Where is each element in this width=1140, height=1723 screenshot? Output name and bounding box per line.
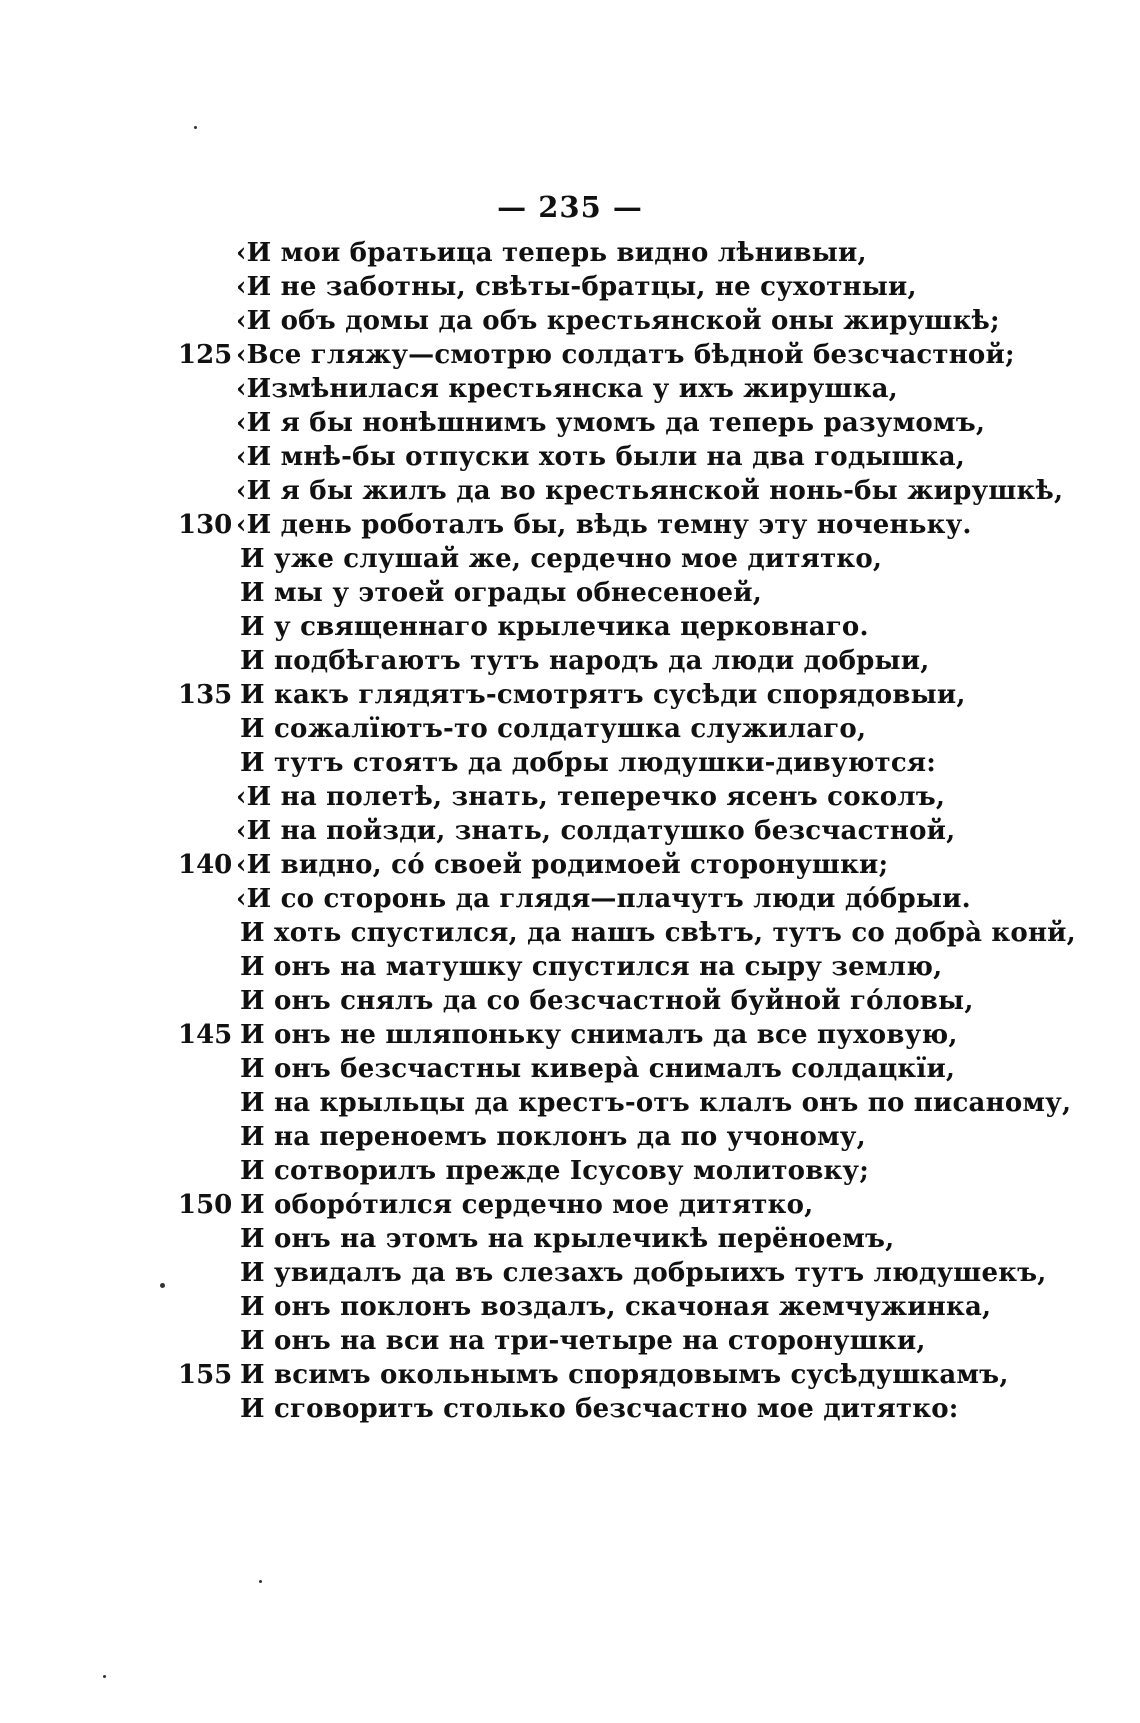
line-text: ‹И видно, со́ своей родимоей сторонушки;: [236, 850, 889, 880]
verse-line: [178, 780, 1078, 814]
paper-speck: [160, 1283, 165, 1288]
verse-line: [178, 916, 1078, 950]
line-number: 155: [178, 1360, 233, 1390]
line-text: ‹И я бы нонѣшнимъ умомъ да теперь разумомъ,: [236, 408, 986, 438]
verse-line: [178, 984, 1078, 1018]
line-text: ‹И мнѣ-бы отпуски хоть были на два годышка,: [236, 442, 966, 472]
line-text: ‹И со сторонь да глядя—плачутъ люди до́брыи.: [236, 884, 971, 914]
verse-line: [178, 440, 1078, 474]
verse-line: [178, 474, 1078, 508]
verse-line: [178, 1120, 1078, 1154]
verse-line: [178, 304, 1078, 338]
line-number: 140: [178, 850, 233, 880]
line-text: И подбѣгаютъ тутъ народъ да люди добрыи,: [240, 646, 930, 676]
verse-line: [178, 508, 1078, 542]
verse-line: [178, 406, 1078, 440]
line-number: 125: [178, 340, 233, 370]
line-text: ‹И я бы жилъ да во крестьянской нонь-бы жирушкѣ,: [236, 476, 1064, 506]
line-text: И оборо́тился сердечно мое дитятко,: [240, 1190, 814, 1220]
line-text: И у священнаго крылечика церковнаго.: [240, 612, 869, 642]
verse-line: [178, 1188, 1078, 1222]
line-text: И мы у этоей ограды обнесеноей,: [240, 578, 762, 608]
verse-line: [178, 814, 1078, 848]
line-number: 135: [178, 680, 233, 710]
paper-speck: [194, 126, 197, 129]
verse-line: [178, 1154, 1078, 1188]
line-text: И онъ на матушку спустился на сыру землю,: [240, 952, 943, 982]
line-text: И онъ на этомъ на крылечикѣ перёноемъ,: [240, 1224, 895, 1254]
verse-line: [178, 1018, 1078, 1052]
verse-line: [178, 644, 1078, 678]
line-text: ‹И на пойзди, знать, солдатушко безсчастной,: [236, 816, 956, 846]
verse-line: [178, 712, 1078, 746]
line-text: И на крыльцы да крестъ-отъ клалъ онъ по писаному,: [240, 1088, 1072, 1118]
line-text: И тутъ стоятъ да добры людушки-дивуются:: [240, 748, 937, 778]
verse-line: [178, 270, 1078, 304]
line-text: ‹И мои братьица теперь видно лѣнивыи,: [236, 238, 867, 268]
verse-line: [178, 746, 1078, 780]
line-text: И на переноемъ поклонъ да по учоному,: [240, 1122, 866, 1152]
line-text: И увидалъ да въ слезахъ добрыихъ тутъ людушекъ,: [240, 1258, 1047, 1288]
line-number: 145: [178, 1020, 233, 1050]
line-text: И онъ поклонъ воздалъ, скачоная жемчужинка,: [240, 1292, 992, 1322]
verse-line: [178, 1052, 1078, 1086]
verse-line: [178, 542, 1078, 576]
verse-line: [178, 848, 1078, 882]
line-text: ‹И на полетѣ, знать, теперечко ясенъ соколъ,: [236, 782, 946, 812]
verse-line: [178, 678, 1078, 712]
verse-line: [178, 1256, 1078, 1290]
line-text: И сотворилъ прежде Iсусову молитовку;: [240, 1156, 870, 1186]
verse-block: [178, 236, 1078, 1426]
line-text: ‹И объ домы да объ крестьянской оны жирушкѣ;: [236, 306, 1000, 336]
line-text: И сговоритъ столько безсчастно мое дитятко:: [240, 1394, 959, 1424]
verse-line: [178, 610, 1078, 644]
line-text: И сожалїютъ-то солдатушка служилаго,: [240, 714, 867, 744]
line-text: И онъ безсчастны кивера̀ снималъ солдацкїи,: [240, 1054, 956, 1084]
page-number: — 235 —: [497, 190, 643, 224]
paper-speck: [103, 1675, 106, 1678]
line-text: И хоть спустился, да нашъ свѣтъ, тутъ со добра̀ конй,: [240, 918, 1076, 948]
line-text: И какъ глядятъ-смотрятъ сусѣди спорядовыи,: [240, 680, 966, 710]
line-text: ‹Все гляжу—смотрю солдатъ бѣдной безсчастной;: [236, 340, 1015, 370]
verse-line: [178, 950, 1078, 984]
verse-line: [178, 1392, 1078, 1426]
line-number: 130: [178, 510, 233, 540]
verse-line: [178, 1222, 1078, 1256]
line-text: ‹И день роботалъ бы, вѣдь темну эту ноченьку.: [236, 510, 972, 540]
line-text: ‹Измѣнилася крестьянска у ихъ жирушка,: [236, 374, 898, 404]
line-text: И уже слушай же, сердечно мое дитятко,: [240, 544, 883, 574]
verse-line: [178, 1086, 1078, 1120]
verse-line: [178, 1324, 1078, 1358]
verse-line: [178, 882, 1078, 916]
line-text: И онъ на вси на три-четыре на сторонушки,: [240, 1326, 926, 1356]
verse-line: [178, 1358, 1078, 1392]
line-text: И онъ снялъ да со безсчастной буйной го́ловы,: [240, 986, 974, 1016]
line-text: ‹И не заботны, свѣты-братцы, не сухотныи,: [236, 272, 917, 302]
verse-line: [178, 576, 1078, 610]
verse-line: [178, 236, 1078, 270]
line-text: И онъ не шляпоньку снималъ да все пуховую,: [240, 1020, 958, 1050]
paper-speck: [259, 1580, 262, 1583]
line-number: 150: [178, 1190, 233, 1220]
verse-line: [178, 1290, 1078, 1324]
line-text: И всимъ окольнымъ спорядовымъ сусѣдушкамъ,: [240, 1360, 1009, 1390]
verse-line: [178, 338, 1078, 372]
verse-line: [178, 372, 1078, 406]
